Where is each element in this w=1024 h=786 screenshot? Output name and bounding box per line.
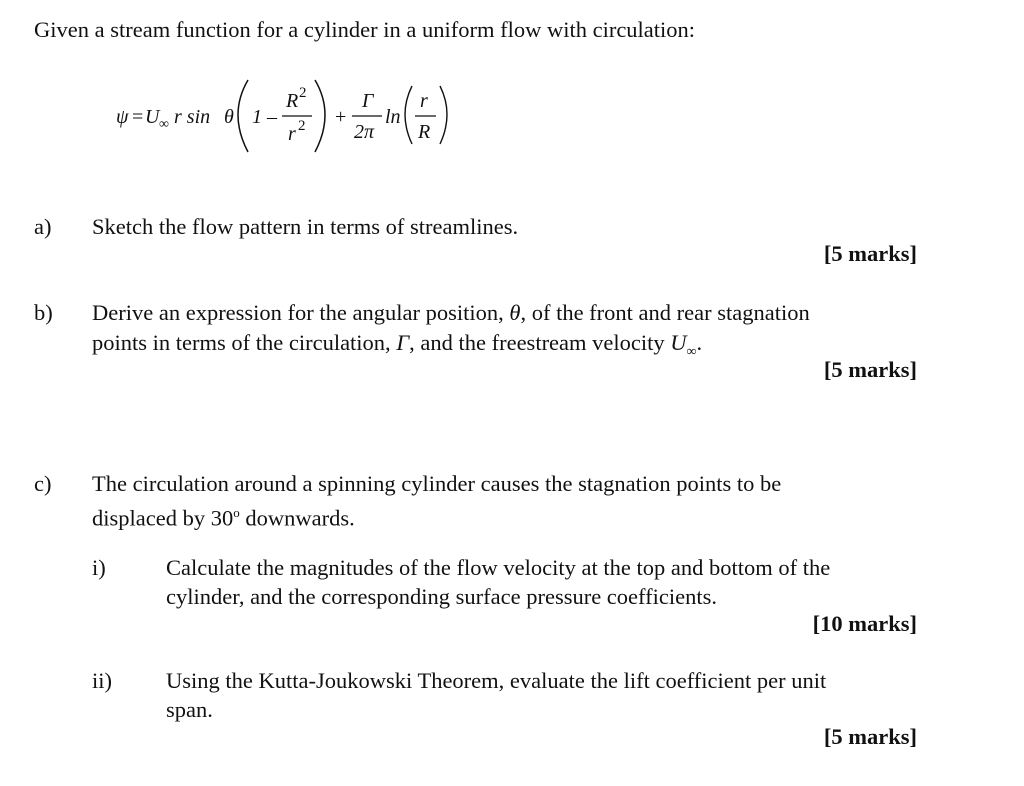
eq-theta: θ [224,106,234,128]
eq-r-sin: r sin [174,106,211,128]
part-b-marks: [5 marks] [823,357,917,382]
part-b-inf: ∞ [686,344,697,360]
eq-psi: ψ [116,106,129,128]
part-b-line1-pre: Derive an expression for the angular position, [92,300,504,325]
eq-R-sq: 2 [299,85,307,101]
eq-plus: + [335,106,347,128]
part-b-U: U [670,330,687,355]
part-c-i-label: i) [92,555,106,580]
part-b-theta: θ [509,300,521,325]
part-c-i-line2: cylinder, and the corresponding surface pressure coefficients. [166,584,717,609]
eq-right-paren [315,80,325,152]
stream-function-equation [100,72,480,162]
part-c-line2-post: downwards. [239,505,355,531]
part-a-marks: [5 marks] [823,241,917,266]
part-b-line1 [92,298,810,328]
part-c-ii-marks: [5 marks] [823,724,917,749]
part-b-line1-post: , of the front and rear stagnation [520,300,810,325]
eq-ln-right-paren [440,86,447,144]
part-b-gamma: Γ [396,330,410,355]
eq-R-small: R [418,121,431,143]
part-b-line2 [92,328,702,368]
part-c-ii-line1: Using the Kutta-Joukowski Theorem, evaluate the lift coefficient per unit [166,668,827,693]
eq-inf: ∞ [159,117,169,132]
eq-ln-left-paren [405,86,412,144]
eq-one-minus: 1 – [252,106,277,128]
eq-two-pi: 2π [354,121,375,143]
part-c-line2 [92,498,355,534]
part-c-i-line1: Calculate the magnitudes of the flow velocity at the top and bottom of the [166,555,831,580]
eq-left-paren [238,80,248,152]
part-c-line1: The circulation around a spinning cylinder causes the stagnation points to be [92,471,782,496]
eq-U: U [145,106,160,128]
part-c-label: c) [34,471,52,496]
part-a-label: a) [34,214,52,239]
eq-gamma: Γ [362,90,374,112]
part-b-line2-pre: points in terms of the circulation, [92,330,391,355]
eq-r-small: r [420,90,428,112]
eq-equals: = [132,106,144,128]
part-c-ii-line2: span. [166,697,213,722]
part-c-i-marks: [10 marks] [812,611,917,636]
eq-r-den: r [288,123,296,145]
part-c-ii-label: ii) [92,668,112,693]
eq-R-num: R [286,90,299,112]
part-b-line2-mid: , and the freestream velocity [409,330,665,355]
part-c-degree: o [233,505,240,520]
part-b-dot: . [696,330,703,355]
part-a-text: Sketch the flow pattern in terms of streamlines. [92,214,519,239]
eq-r-sq: 2 [298,118,306,134]
part-b-label: b) [34,300,53,325]
intro-text: Given a stream function for a cylinder in a uniform flow with circulation: [34,17,696,42]
eq-ln: ln [385,106,401,128]
part-c-line2-pre: displaced by 30 [92,505,234,531]
